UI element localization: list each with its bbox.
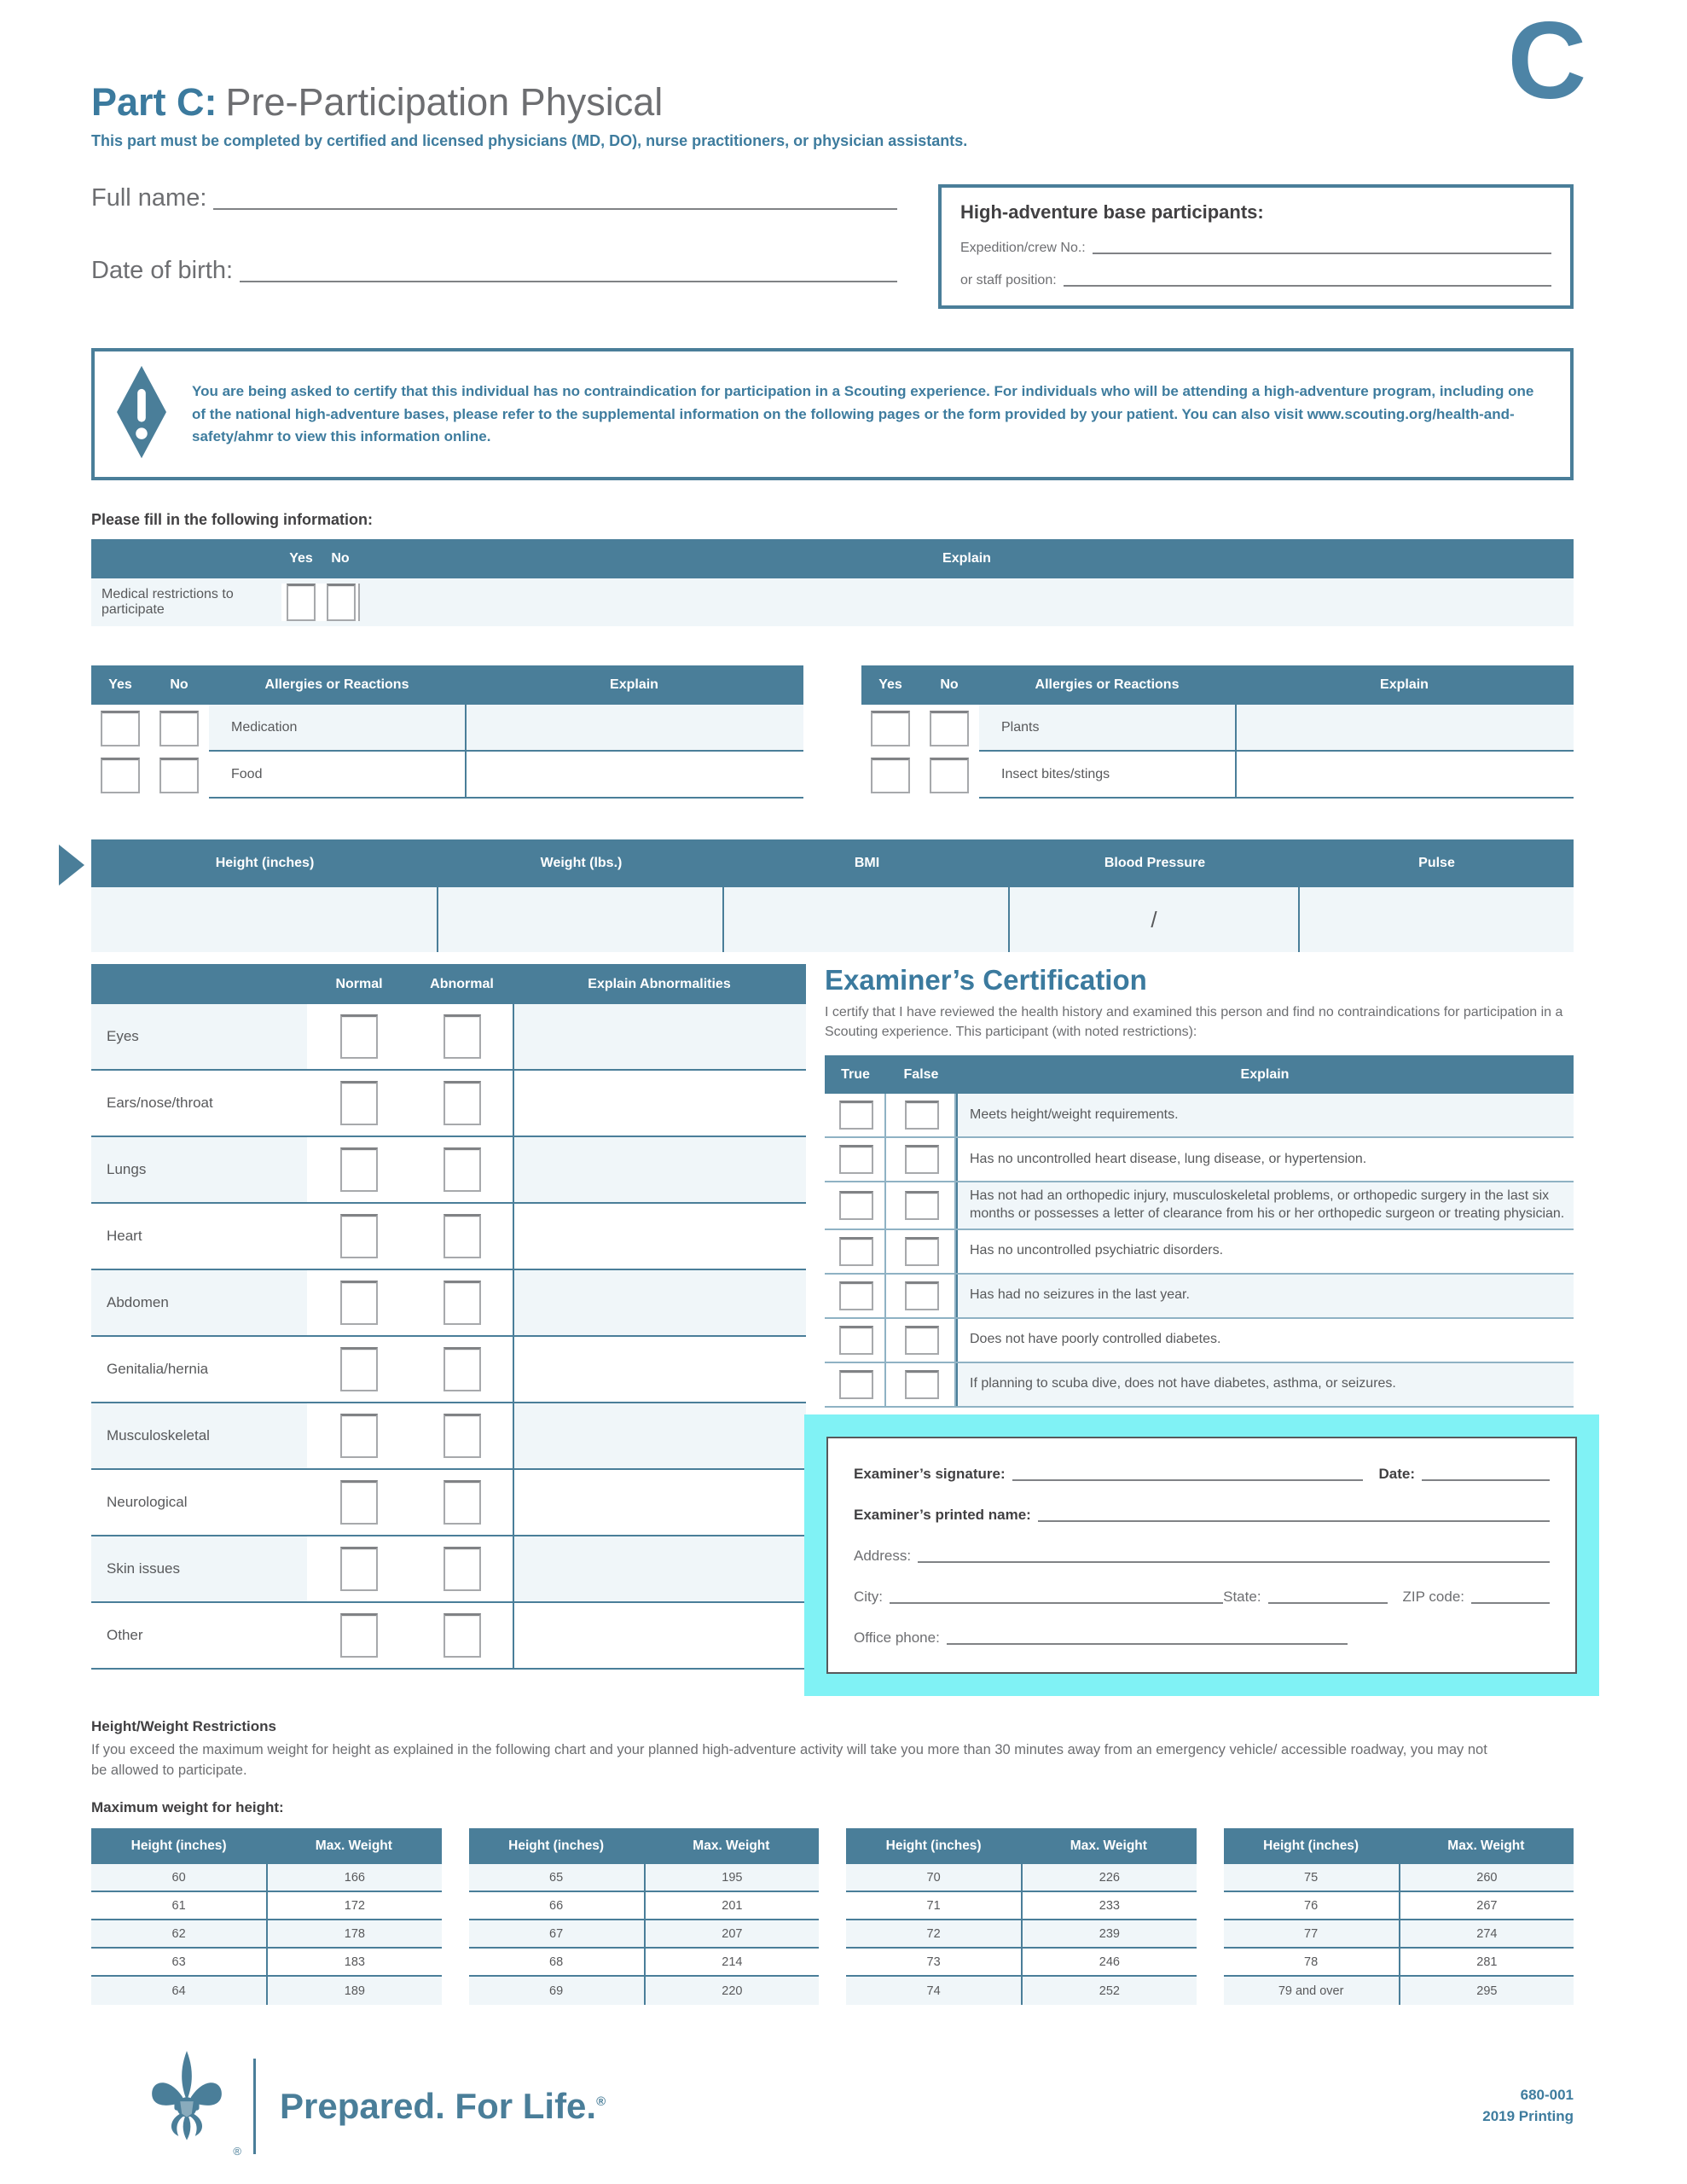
wt-height-value: 62 [171, 1926, 186, 1941]
certify-notice [91, 348, 1574, 480]
page-footer [91, 2049, 1574, 2163]
wt-weight-value: 252 [1021, 1977, 1196, 2005]
physical-exam-table [91, 964, 806, 1670]
allergies-table-left [91, 665, 803, 799]
exam-lungs-normal-checkbox[interactable] [340, 1147, 378, 1192]
expedition-label: Expedition/crew No.: [960, 241, 1086, 256]
table-row [91, 578, 1574, 626]
certification-table [825, 1055, 1574, 1408]
allergies-table-right [861, 665, 1574, 799]
table-row [469, 1864, 820, 1892]
exam-heart-explain-field[interactable] [513, 1204, 806, 1269]
table-row [91, 705, 803, 752]
restrictions-body: If you exceed the maximum weight for height as explained in the following chart and your planned high-adventure activity will take you more than 30 minutes away from an emergency vehicle/ accessible roadway, you may not be allowed to participate. [91, 1741, 1487, 1778]
cert-true-header: True [841, 1066, 870, 1082]
allergy-explain-header: Explain [1380, 677, 1429, 693]
table-row [1224, 1977, 1574, 2005]
wt-weight-header: Max. Weight [315, 1838, 392, 1854]
medical-restrictions-yes-checkbox[interactable] [287, 584, 316, 621]
wt-height-header: Height (inches) [1263, 1838, 1359, 1854]
exam-eyes-normal-checkbox[interactable] [340, 1014, 378, 1059]
table-row [825, 1319, 1574, 1363]
exam-row-label: Eyes [107, 1028, 139, 1045]
allergy-plants-yes-checkbox[interactable] [871, 711, 910, 746]
dob-input[interactable] [240, 269, 897, 282]
page-title-prefix: Part C: [91, 80, 217, 124]
vitals-bp-header: Blood Pressure [1104, 856, 1206, 871]
max-weight-heading: Maximum weight for height: [91, 1799, 284, 1816]
examiner-printed-name-label: Examiner’s printed name: [854, 1506, 1031, 1523]
address-label: Address: [854, 1547, 912, 1564]
weight-table-2 [469, 1828, 820, 2005]
allergy-row-label: Insect bites/stings [979, 752, 1235, 799]
table-row [846, 1920, 1197, 1949]
exam-row-label: Musculoskeletal [107, 1427, 210, 1444]
certification-title: Examiner’s Certification [825, 964, 1147, 996]
table-row [91, 1536, 806, 1603]
cert-explain-header: Explain [1240, 1066, 1290, 1082]
staff-position-input[interactable] [1064, 273, 1551, 287]
cert-scuba-true-checkbox[interactable] [839, 1370, 873, 1399]
wt-weight-value: 166 [266, 1864, 441, 1891]
wt-height-header: Height (inches) [508, 1838, 605, 1854]
wt-height-value: 72 [926, 1926, 941, 1941]
table-row [825, 1094, 1574, 1138]
office-phone-label: Office phone: [854, 1629, 940, 1646]
allergy-food-explain-field[interactable] [465, 752, 803, 799]
wt-height-value: 71 [926, 1898, 941, 1913]
wt-weight-value: 201 [644, 1892, 819, 1919]
allergy-explain-header: Explain [610, 677, 658, 693]
table-row [91, 1270, 806, 1337]
exam-abdomen-explain-field[interactable] [513, 1270, 806, 1335]
allergy-plants-no-checkbox[interactable] [930, 711, 969, 746]
signature-block [826, 1437, 1577, 1674]
pulse-field[interactable] [1300, 887, 1574, 952]
wt-weight-header: Max. Weight [1070, 1838, 1147, 1854]
examiner-signature-label: Examiner’s signature: [854, 1465, 1006, 1482]
exam-normal-header: Normal [335, 976, 383, 991]
allergy-food-yes-checkbox[interactable] [101, 758, 140, 793]
exam-musculoskeletal-normal-checkbox[interactable] [340, 1414, 378, 1458]
form-number: 680-001 [1520, 2087, 1574, 2104]
bp-slash: / [1151, 906, 1157, 932]
wt-weight-value: 274 [1399, 1920, 1574, 1947]
page-title [91, 82, 1574, 122]
wt-weight-header: Max. Weight [693, 1838, 770, 1854]
wt-weight-value: 172 [266, 1892, 441, 1919]
wt-height-value: 68 [549, 1955, 564, 1969]
dob-label: Date of birth: [91, 257, 234, 285]
vitals-height-header: Height (inches) [215, 856, 315, 871]
identity-section [91, 184, 1574, 309]
wt-height-header: Height (inches) [885, 1838, 982, 1854]
table-row [825, 1363, 1574, 1408]
height-weight-restrictions [91, 1718, 1574, 1817]
cert-statement: Has no uncontrolled psychiatric disorders. [956, 1230, 1574, 1273]
vitals-weight-header: Weight (lbs.) [540, 856, 623, 871]
allergy-medication-explain-field[interactable] [465, 705, 803, 752]
table-row [91, 1949, 442, 1977]
high-adventure-title: High-adventure base participants: [960, 201, 1264, 224]
vitals-bmi-header: BMI [854, 856, 880, 871]
wt-weight-value: 281 [1399, 1949, 1574, 1975]
allergy-no-header: No [940, 677, 959, 693]
exam-genitalia-abnormal-checkbox[interactable] [443, 1347, 481, 1391]
exam-heart-normal-checkbox[interactable] [340, 1214, 378, 1258]
vitals-pulse-header: Pulse [1418, 856, 1455, 871]
logo-registered-mark: ® [233, 2145, 241, 2158]
table-row [825, 1230, 1574, 1275]
cert-statement: Has had no seizures in the last year. [956, 1275, 1574, 1317]
allergy-yes-header: Yes [108, 677, 132, 693]
bsa-fleur-de-lis-logo [144, 2049, 241, 2163]
exam-musculoskeletal-abnormal-checkbox[interactable] [443, 1414, 481, 1458]
exam-row-label: Genitalia/hernia [107, 1361, 209, 1378]
exam-row-label: Other [107, 1627, 143, 1644]
table-row [846, 1949, 1197, 1977]
table-row [825, 1275, 1574, 1319]
table-row [1224, 1892, 1574, 1920]
certification-intro: I certify that I have reviewed the health history and examined this person and find no contraindications for participation in a Scouting experience. This participant (with noted restrictions): [825, 1005, 1563, 1039]
zip-input[interactable] [1471, 1589, 1550, 1604]
wt-weight-value: 214 [644, 1949, 819, 1975]
table-row [469, 1892, 820, 1920]
signature-highlight-box [804, 1414, 1599, 1696]
page-title-text: Pre-Participation Physical [225, 80, 664, 124]
height-field[interactable] [91, 887, 438, 952]
wt-height-value: 61 [171, 1898, 186, 1913]
allergy-medication-no-checkbox[interactable] [159, 711, 199, 746]
identity-fields [91, 184, 897, 309]
exam-abdomen-normal-checkbox[interactable] [340, 1281, 378, 1325]
exam-explain-header: Explain Abnormalities [588, 976, 731, 991]
exam-skin-explain-field[interactable] [513, 1536, 806, 1601]
wt-height-value: 78 [1304, 1955, 1319, 1969]
wt-height-value: 63 [171, 1955, 186, 1969]
cert-heightweight-false-checkbox[interactable] [905, 1101, 939, 1130]
tagline: Prepared. For Life.® [280, 2085, 606, 2126]
office-phone-input[interactable] [947, 1630, 1348, 1645]
printing-year: 2019 Printing [1482, 2107, 1574, 2124]
exam-genitalia-explain-field[interactable] [513, 1337, 806, 1402]
table-row [91, 1403, 806, 1470]
wt-weight-value: 239 [1021, 1920, 1196, 1947]
exam-musculoskeletal-explain-field[interactable] [513, 1403, 806, 1468]
table-row [846, 1864, 1197, 1892]
table-row [1224, 1864, 1574, 1892]
cert-orthopedic-false-checkbox[interactable] [905, 1191, 939, 1220]
exam-ears-normal-checkbox[interactable] [340, 1081, 378, 1125]
high-adventure-box [938, 184, 1574, 309]
allergy-type-header: Allergies or Reactions [1035, 677, 1180, 693]
allergy-row-label: Medication [209, 705, 465, 752]
city-label: City: [854, 1588, 883, 1605]
fill-info-heading: Please fill in the following information: [91, 511, 374, 529]
cert-diabetes-false-checkbox[interactable] [905, 1326, 939, 1355]
table-row [91, 1892, 442, 1920]
cert-heartdisease-true-checkbox[interactable] [839, 1145, 873, 1174]
allergy-food-no-checkbox[interactable] [159, 758, 199, 793]
wt-height-value: 64 [171, 1984, 186, 1998]
table-row [91, 1920, 442, 1949]
cert-psychiatric-true-checkbox[interactable] [839, 1237, 873, 1266]
expedition-input[interactable] [1093, 241, 1551, 254]
address-input[interactable] [918, 1548, 1550, 1563]
table-row [91, 1337, 806, 1403]
wt-height-value: 74 [926, 1984, 941, 1998]
table-row [469, 1977, 820, 2005]
zip-label: ZIP code: [1402, 1588, 1464, 1605]
exam-ears-abnormal-checkbox[interactable] [443, 1081, 481, 1125]
med-header-spacer [91, 539, 281, 578]
state-input[interactable] [1268, 1589, 1388, 1604]
state-label: State: [1223, 1588, 1261, 1605]
part-letter: C [1507, 0, 1586, 122]
restrictions-heading: Height/Weight Restrictions [91, 1717, 276, 1734]
exam-row-label: Skin issues [107, 1560, 180, 1577]
table-row [91, 887, 1574, 952]
exam-row-label: Abdomen [107, 1294, 169, 1311]
wt-height-value: 73 [926, 1955, 941, 1969]
exam-row-label: Heart [107, 1228, 142, 1245]
examiner-signature-input[interactable] [1012, 1467, 1364, 1481]
weight-table-3 [846, 1828, 1197, 2005]
exam-neurological-abnormal-checkbox[interactable] [443, 1480, 481, 1525]
bmi-field[interactable] [724, 887, 1010, 952]
exam-row-label: Lungs [107, 1161, 147, 1178]
table-row [861, 752, 1574, 799]
exam-certification-section [91, 964, 1574, 1695]
exam-row-label: Ears/nose/throat [107, 1095, 213, 1112]
cert-statement: Has no uncontrolled heart disease, lung disease, or hypertension. [956, 1138, 1574, 1181]
wt-height-value: 67 [549, 1926, 564, 1941]
page-header [91, 0, 1574, 150]
wt-weight-value: 189 [266, 1977, 441, 2005]
wt-height-value: 77 [1304, 1926, 1319, 1941]
table-row [91, 1137, 806, 1204]
wt-weight-value: 207 [644, 1920, 819, 1947]
wt-height-value: 69 [549, 1984, 564, 1998]
cert-heightweight-true-checkbox[interactable] [839, 1101, 873, 1130]
wt-height-value: 76 [1304, 1898, 1319, 1913]
exam-abdomen-abnormal-checkbox[interactable] [443, 1281, 481, 1325]
allergies-section [91, 665, 1574, 799]
wt-weight-value: 178 [266, 1920, 441, 1947]
allergy-plants-explain-field[interactable] [1235, 705, 1574, 752]
allergy-insect-yes-checkbox[interactable] [871, 758, 910, 793]
form-number-block [1482, 2085, 1574, 2127]
medical-restrictions-table [91, 539, 1574, 626]
wt-weight-value: 220 [644, 1977, 819, 2005]
page-subtitle: This part must be completed by certified and licensed physicians (MD, DO), nurse practitioners, or physician assistants. [91, 132, 968, 150]
wt-height-value: 79 and over [1278, 1984, 1344, 1998]
exam-heart-abnormal-checkbox[interactable] [443, 1214, 481, 1258]
cert-statement: Has not had an orthopedic injury, musculoskeletal problems, or orthopedic surgery in the last six months or possesses a letter of clearance from his or her orthopedic surgeon or treating physician. [956, 1182, 1574, 1228]
med-no-header: No [331, 551, 350, 566]
exam-skin-abnormal-checkbox[interactable] [443, 1547, 481, 1591]
exam-eyes-abnormal-checkbox[interactable] [443, 1014, 481, 1059]
examiner-printed-name-input[interactable] [1038, 1507, 1550, 1522]
table-row [825, 1182, 1574, 1230]
wt-weight-value: 226 [1021, 1864, 1196, 1891]
examiners-certification [825, 964, 1574, 1695]
table-row [1224, 1949, 1574, 1977]
date-input[interactable] [1422, 1467, 1550, 1481]
wt-weight-header: Max. Weight [1447, 1838, 1525, 1854]
table-row [91, 1071, 806, 1137]
wt-height-value: 65 [549, 1870, 564, 1885]
exam-lungs-abnormal-checkbox[interactable] [443, 1147, 481, 1192]
staff-position-label: or staff position: [960, 273, 1057, 288]
wt-weight-value: 267 [1399, 1892, 1574, 1919]
exam-neurological-normal-checkbox[interactable] [340, 1480, 378, 1525]
allergy-medication-yes-checkbox[interactable] [101, 711, 140, 746]
wt-weight-value: 233 [1021, 1892, 1196, 1919]
wt-weight-value: 183 [266, 1949, 441, 1975]
footer-divider [253, 2059, 256, 2154]
cert-scuba-false-checkbox[interactable] [905, 1370, 939, 1399]
exam-skin-normal-checkbox[interactable] [340, 1547, 378, 1591]
allergy-insect-no-checkbox[interactable] [930, 758, 969, 793]
medical-restrictions-label: Medical restrictions to participate [101, 587, 234, 618]
wt-weight-value: 295 [1399, 1977, 1574, 2005]
wt-weight-value: 195 [644, 1864, 819, 1891]
full-name-input[interactable] [213, 196, 897, 210]
exam-lungs-explain-field[interactable] [513, 1137, 806, 1202]
exam-eyes-explain-field[interactable] [513, 1004, 806, 1069]
cert-statement: If planning to scuba dive, does not have diabetes, asthma, or seizures. [956, 1363, 1574, 1406]
cert-orthopedic-true-checkbox[interactable] [839, 1191, 873, 1220]
allergy-insect-explain-field[interactable] [1235, 752, 1574, 799]
allergy-type-header: Allergies or Reactions [264, 677, 409, 693]
medical-restrictions-no-checkbox[interactable] [327, 584, 356, 621]
allergy-no-header: No [170, 677, 188, 693]
med-yes-header: Yes [289, 551, 313, 566]
wt-height-header: Height (inches) [130, 1838, 227, 1854]
table-row [91, 1004, 806, 1071]
vitals-table [91, 839, 1574, 952]
table-row [91, 1977, 442, 2005]
wt-weight-value: 246 [1021, 1949, 1196, 1975]
table-row [469, 1949, 820, 1977]
table-row [825, 1138, 1574, 1182]
table-row [91, 1603, 806, 1670]
weight-table-4 [1224, 1828, 1574, 2005]
med-explain-header: Explain [942, 551, 991, 566]
cert-psychiatric-false-checkbox[interactable] [905, 1237, 939, 1266]
exam-genitalia-normal-checkbox[interactable] [340, 1347, 378, 1391]
cert-heartdisease-false-checkbox[interactable] [905, 1145, 939, 1174]
city-input[interactable] [890, 1589, 1223, 1604]
cert-seizures-false-checkbox[interactable] [905, 1281, 939, 1310]
weight-table-1 [91, 1828, 442, 2005]
table-row [1224, 1920, 1574, 1949]
exam-neurological-explain-field[interactable] [513, 1470, 806, 1535]
exam-other-normal-checkbox[interactable] [340, 1613, 378, 1658]
max-weight-tables [91, 1828, 1574, 2005]
allergy-row-label: Plants [979, 705, 1235, 752]
wt-height-value: 75 [1304, 1870, 1319, 1885]
cert-statement: Meets height/weight requirements. [956, 1094, 1574, 1136]
cert-diabetes-true-checkbox[interactable] [839, 1326, 873, 1355]
cert-false-header: False [903, 1066, 939, 1082]
table-row [91, 752, 803, 799]
tagline-registered-mark: ® [596, 2094, 606, 2109]
table-row [91, 1864, 442, 1892]
wt-height-value: 60 [171, 1870, 186, 1885]
cert-seizures-true-checkbox[interactable] [839, 1281, 873, 1310]
wt-height-value: 66 [549, 1898, 564, 1913]
table-row [846, 1892, 1197, 1920]
allergy-row-label: Food [209, 752, 465, 799]
table-row [861, 705, 1574, 752]
date-label: Date: [1378, 1465, 1415, 1482]
allergy-yes-header: Yes [878, 677, 902, 693]
weight-field[interactable] [438, 887, 724, 952]
certify-notice-text: You are being asked to certify that this individual has no contraindication for participation in a Scouting experience. For individuals who will be attending a high-adventure program, including one of the national high-adventure bases, please refer to the supplemental information on the following pages or the form provided by your patient. You can also visit www.scouting.org/health-and-safety/ahmr to view this information online. [192, 383, 1534, 444]
full-name-label: Full name: [91, 184, 207, 212]
exam-other-explain-field[interactable] [513, 1603, 806, 1668]
exam-row-label: Neurological [107, 1494, 188, 1511]
section-pointer-arrow [59, 845, 84, 886]
cert-statement: Does not have poorly controlled diabetes. [956, 1319, 1574, 1362]
exam-other-abnormal-checkbox[interactable] [443, 1613, 481, 1658]
table-row [846, 1977, 1197, 2005]
wt-weight-value: 260 [1399, 1864, 1574, 1891]
exam-ears-explain-field[interactable] [513, 1071, 806, 1136]
table-row [469, 1920, 820, 1949]
blood-pressure-field[interactable] [1010, 887, 1300, 952]
wt-height-value: 70 [926, 1870, 941, 1885]
exam-header-spacer [91, 964, 307, 1004]
table-row [91, 1204, 806, 1270]
table-row [91, 1470, 806, 1536]
alert-diamond-icon [117, 365, 166, 463]
exam-abnormal-header: Abnormal [430, 976, 494, 991]
